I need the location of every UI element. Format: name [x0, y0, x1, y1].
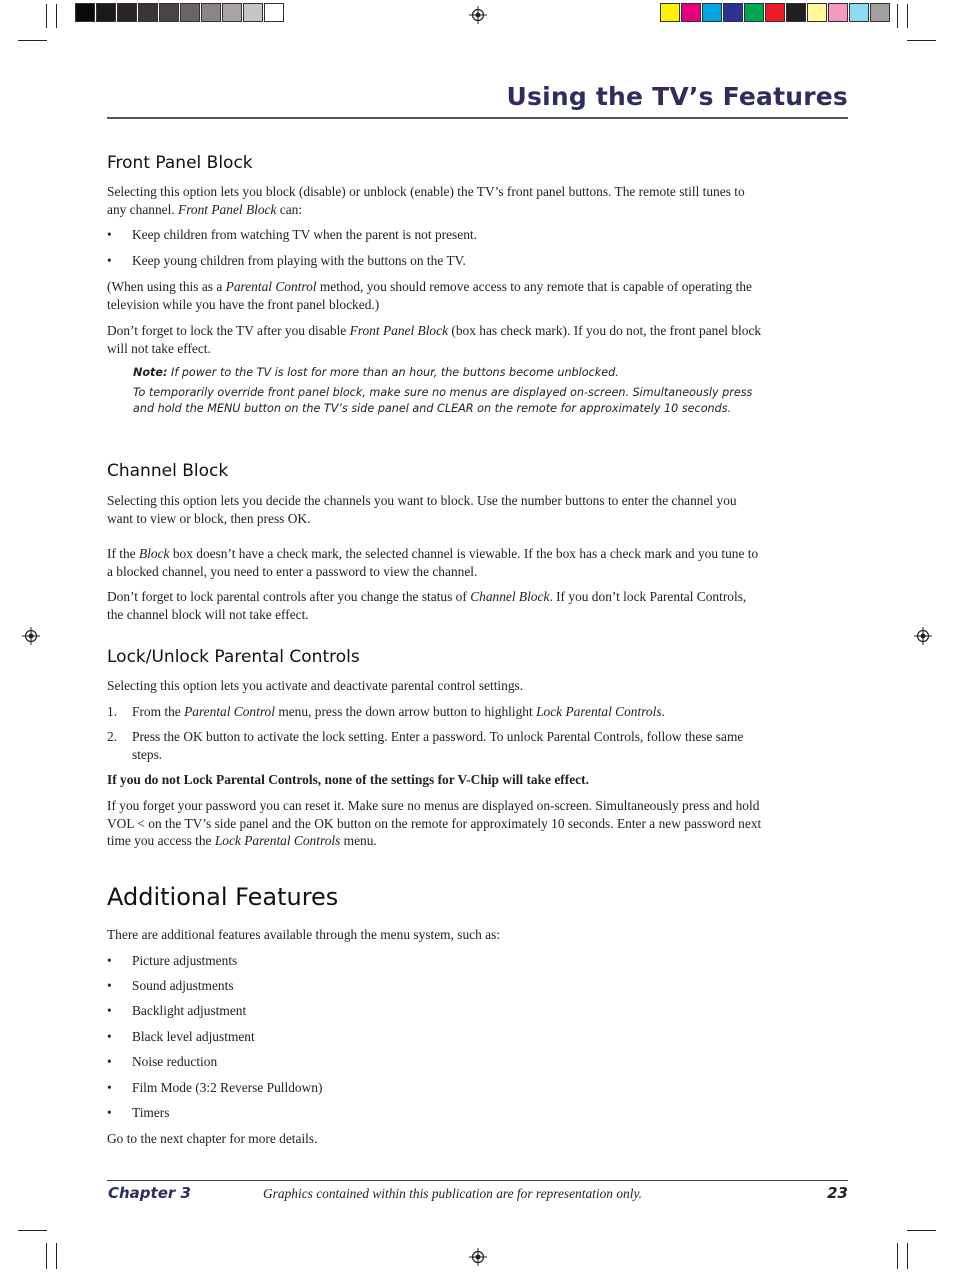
- numbered-step: 2. Press the OK button to activate the lock setting. Enter a password. To unlock Parental Controls, follow these same steps.: [107, 729, 744, 762]
- footer-divider: [107, 1180, 848, 1181]
- paragraph: Selecting this option lets you decide the channels you want to block. Use the number buttons to enter the channel you want to view or block, then press OK.: [107, 493, 737, 526]
- color-swatch: [96, 3, 116, 22]
- crop-mark: [907, 1243, 908, 1269]
- list-item: • Black level adjustment: [107, 1029, 255, 1044]
- color-swatch: [765, 3, 785, 22]
- registration-mark-icon: [469, 6, 487, 24]
- paragraph: Don’t forget to lock the TV after you disable Front Panel Block (box has check mark). If you do not, the front panel block will not take effect.: [107, 323, 762, 356]
- color-swatch: [849, 3, 869, 22]
- color-swatch: [264, 3, 284, 22]
- bullet-icon: •: [107, 1080, 112, 1095]
- note-text: To temporarily override front panel block, make sure no menus are displayed on-screen. Simultaneously press and hold the MENU button on the TV’s side panel and CLEAR on the remote for approximately 10 seconds.: [133, 386, 753, 415]
- bullet-icon: •: [107, 227, 112, 242]
- crop-mark: [18, 40, 47, 41]
- crop-mark: [907, 4, 908, 28]
- color-swatch: [222, 3, 242, 22]
- paragraph: If the Block box doesn’t have a check mark, the selected channel is viewable. If the box has a check mark and you tune to a blocked channel, you need to enter a password to view the channel.: [107, 546, 759, 579]
- warning-text: If you do not Lock Parental Controls, none of the settings for V-Chip will take effect.: [107, 772, 589, 787]
- crop-mark: [18, 1230, 47, 1231]
- footer-disclaimer: Graphics contained within this publication are for representation only.: [263, 1186, 643, 1201]
- paragraph: If you forget your password you can reset it. Make sure no menus are displayed on-screen. Simultaneously press and hold VOL < on the TV’s side panel and the OK button on the remote for approximately 10 seconds. Enter a new password next time you access the Lock Parental Controls menu.: [107, 798, 762, 848]
- section-heading-lock-unlock: Lock/Unlock Parental Controls: [107, 647, 360, 667]
- crop-mark: [56, 4, 57, 28]
- color-calibration-bar: [660, 3, 891, 22]
- list-item: • Keep children from watching TV when the parent is not present.: [107, 227, 477, 242]
- color-swatch: [243, 3, 263, 22]
- paragraph: Selecting this option lets you activate and deactivate parental control settings.: [107, 678, 524, 693]
- note-text: Note: If power to the TV is lost for more than an hour, the buttons become unblocked.: [133, 366, 619, 379]
- section-heading-additional-features: Additional Features: [107, 883, 339, 911]
- paragraph: Go to the next chapter for more details.: [107, 1131, 318, 1146]
- color-swatch: [828, 3, 848, 22]
- paragraph: Selecting this option lets you block (disable) or unblock (enable) the TV’s front panel buttons. The remote still tunes to any channel. Front Panel Block can:: [107, 184, 745, 217]
- bullet-icon: •: [107, 978, 112, 993]
- paragraph: There are additional features available through the menu system, such as:: [107, 927, 501, 942]
- list-item: • Timers: [107, 1105, 170, 1120]
- color-swatch: [870, 3, 890, 22]
- crop-mark: [907, 40, 936, 41]
- list-item: • Noise reduction: [107, 1054, 218, 1069]
- color-swatch: [660, 3, 680, 22]
- color-swatch: [117, 3, 137, 22]
- list-item: • Picture adjustments: [107, 953, 238, 968]
- crop-mark: [897, 4, 898, 28]
- paragraph: Don’t forget to lock parental controls after you change the status of Channel Block. If you don’t lock Parental Controls, the channel block will not take effect.: [107, 589, 747, 622]
- registration-mark-icon: [914, 627, 932, 645]
- title-divider: [107, 117, 848, 119]
- crop-mark: [46, 4, 47, 28]
- list-item: • Film Mode (3:2 Reverse Pulldown): [107, 1080, 323, 1095]
- section-heading-front-panel-block: Front Panel Block: [107, 153, 253, 173]
- color-swatch: [201, 3, 221, 22]
- color-swatch: [159, 3, 179, 22]
- color-swatch: [702, 3, 722, 22]
- page-title: Using the TV’s Features: [506, 82, 848, 111]
- bullet-icon: •: [107, 1029, 112, 1044]
- crop-mark: [907, 1230, 936, 1231]
- color-swatch: [744, 3, 764, 22]
- crop-mark: [897, 1243, 898, 1269]
- color-swatch: [786, 3, 806, 22]
- list-item: • Backlight adjustment: [107, 1003, 247, 1018]
- bullet-icon: •: [107, 1003, 112, 1018]
- bullet-icon: •: [107, 1105, 112, 1120]
- footer-chapter-label: Chapter 3: [108, 1184, 191, 1202]
- registration-mark-icon: [469, 1248, 487, 1266]
- color-swatch: [807, 3, 827, 22]
- color-swatch: [138, 3, 158, 22]
- crop-mark: [46, 1243, 47, 1269]
- bullet-icon: •: [107, 953, 112, 968]
- page-number: 23: [827, 1184, 848, 1202]
- color-swatch: [681, 3, 701, 22]
- bullet-icon: •: [107, 1054, 112, 1069]
- color-swatch: [723, 3, 743, 22]
- grayscale-calibration-bar: [75, 3, 285, 22]
- bullet-icon: •: [107, 253, 112, 268]
- registration-mark-icon: [22, 627, 40, 645]
- color-swatch: [180, 3, 200, 22]
- paragraph: (When using this as a Parental Control method, you should remove access to any remote that is capable of operating the television while you have the front panel blocked.): [107, 279, 752, 312]
- crop-mark: [56, 1243, 57, 1269]
- list-item: • Keep young children from playing with the buttons on the TV.: [107, 253, 466, 268]
- numbered-step: 1. From the Parental Control menu, press the down arrow button to highlight Lock Parental Controls.: [107, 704, 665, 719]
- color-swatch: [75, 3, 95, 22]
- section-heading-channel-block: Channel Block: [107, 461, 229, 481]
- list-item: • Sound adjustments: [107, 978, 234, 993]
